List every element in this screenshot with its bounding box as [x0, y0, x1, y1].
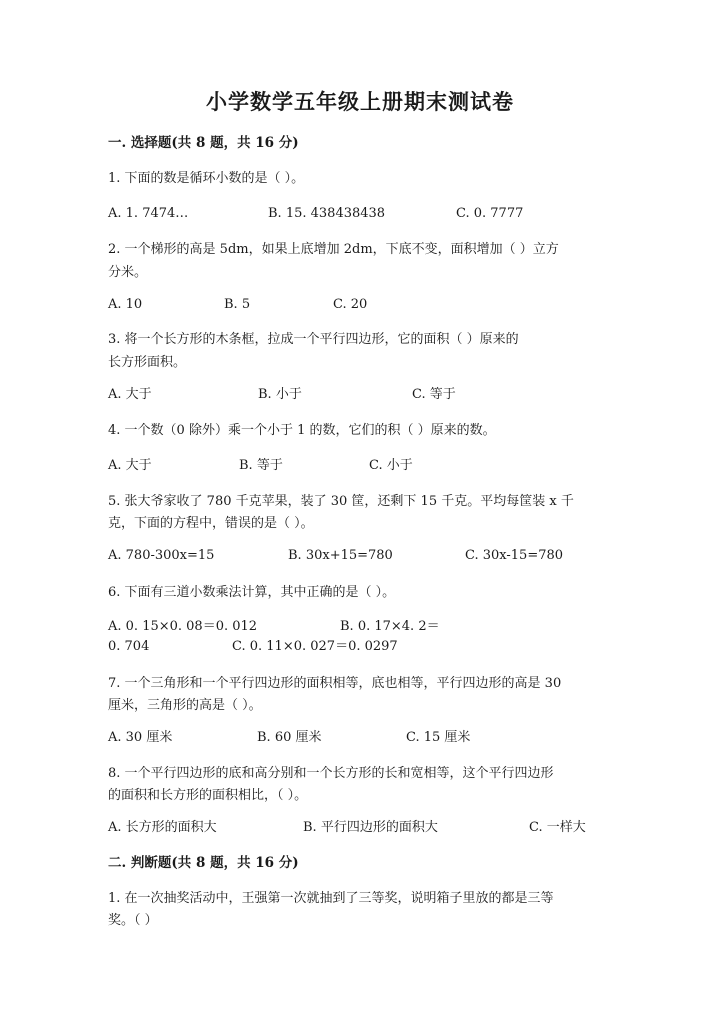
- q4-option-b: B. 等于: [239, 458, 283, 473]
- q3-option-b: B. 小于: [258, 387, 302, 402]
- q5-option-b: B. 30x+15=780: [288, 548, 393, 563]
- q1-option-c: C. 0. 7777: [456, 206, 524, 221]
- q1-option-b: B. 15. 438438438: [268, 206, 386, 221]
- q7-option-c: C. 15 厘米: [406, 730, 471, 745]
- q5-option-c: C. 30x-15=780: [465, 548, 564, 563]
- q4-option-a: A. 大于: [108, 458, 152, 473]
- q4-option-c: C. 小于: [369, 458, 413, 473]
- q1-option-a: A. 1. 7474…: [108, 206, 189, 221]
- q7-option-a: A. 30 厘米: [108, 730, 173, 745]
- judgment-question-1-line-2: 奖。（ ）: [108, 913, 158, 928]
- q6-option-b-continued: 0. 704: [108, 639, 150, 654]
- question-3-line-1: 3. 将一个长方形的木条框，拉成一个平行四边形，它的面积（ ）原来的: [108, 332, 519, 347]
- question-5-line-2: 克，下面的方程中，错误的是（ ）。: [108, 516, 314, 531]
- q8-option-a: A. 长方形的面积大: [108, 820, 217, 835]
- question-6-line-1: 6. 下面有三道小数乘法计算，其中正确的是（ ）。: [108, 585, 396, 600]
- q2-option-a: A. 10: [108, 297, 143, 312]
- question-7-line-1: 7. 一个三角形和一个平行四边形的面积相等，底也相等，平行四边形的高是 30: [108, 676, 562, 691]
- q2-option-b: B. 5: [224, 297, 251, 312]
- question-7-line-2: 厘米，三角形的高是（ ）。: [108, 698, 262, 713]
- question-1-line-1: 1. 下面的数是循环小数的是（ ）。: [108, 171, 305, 186]
- q5-option-a: A. 780-300x=15: [108, 548, 215, 563]
- question-5-line-1: 5. 张大爷家收了 780 千克苹果，装了 30 筐，还剩下 15 千克。平均每筐装 x 千: [108, 494, 574, 509]
- q6-option-c: C. 0. 11×0. 027＝0. 0297: [232, 639, 398, 654]
- judgment-question-1-line-1: 1. 在一次抽奖活动中，王强第一次就抽到了三等奖，说明箱子里放的都是三等: [108, 891, 554, 906]
- q3-option-a: A. 大于: [108, 387, 152, 402]
- question-2-line-2: 分米。: [108, 265, 148, 280]
- question-2-line-1: 2. 一个梯形的高是 5dm，如果上底增加 2dm，下底不变，面积增加（ ）立方: [108, 242, 559, 257]
- question-8-line-1: 8. 一个平行四边形的底和高分别和一个长方形的长和宽相等，这个平行四边形: [108, 766, 554, 781]
- question-8-line-2: 的面积和长方形的面积相比，（ ）。: [108, 788, 308, 803]
- q7-option-b: B. 60 厘米: [257, 730, 322, 745]
- page-title: 小学数学五年级上册期末测试卷: [206, 89, 514, 114]
- q6-option-b: B. 0. 17×4. 2＝: [340, 619, 440, 634]
- section-heading-choice: 一. 选择题(共 8 题，共 16 分): [108, 135, 299, 151]
- q8-option-c: C. 一样大: [529, 820, 586, 835]
- q8-option-b: B. 平行四边形的面积大: [303, 820, 438, 835]
- question-4-line-1: 4. 一个数（0 除外）乘一个小于 1 的数，它们的积（ ）原来的数。: [108, 423, 496, 438]
- q3-option-c: C. 等于: [412, 387, 456, 402]
- q6-option-a: A. 0. 15×0. 08＝0. 012: [108, 619, 258, 634]
- section-heading-judgment: 二. 判断题(共 8 题，共 16 分): [108, 855, 299, 871]
- q2-option-c: C. 20: [333, 297, 368, 312]
- question-3-line-2: 长方形面积。: [108, 355, 187, 370]
